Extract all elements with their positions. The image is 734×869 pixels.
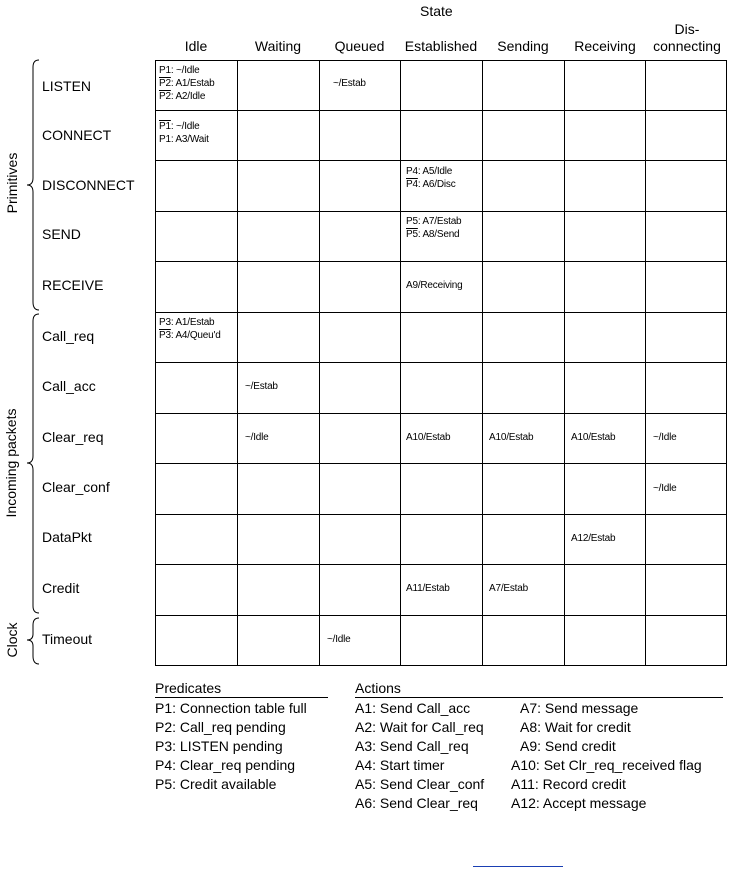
negated-predicate: P2 [159, 78, 171, 89]
column-header-disconnecting-line1: Dis- [674, 21, 700, 37]
row-header-timeout: Timeout [42, 631, 93, 647]
row-header-call-acc: Call_acc [42, 378, 96, 394]
cell-line: A10/Estab [489, 432, 534, 443]
cell-line: P3: A4/Queu'd [159, 330, 221, 341]
cell-line: P5: A8/Send [406, 229, 460, 240]
cell-connect-idle [159, 120, 209, 146]
incoming-packets-brace [27, 314, 39, 613]
cell-line: P5: A7/Estab [406, 216, 462, 227]
cell-disconnect-established [406, 165, 456, 191]
action-item: A8: Wait for credit [520, 719, 631, 735]
cell-line: P1: A3/Wait [159, 134, 209, 145]
action-item: A10: Set Clr_req_received flag [511, 757, 702, 773]
cell-line: P3: A1/Estab [159, 317, 215, 328]
cell-line: A11/Estab [406, 583, 450, 594]
cell-line: ~/Idle [245, 432, 269, 443]
row-header-clear-req: Clear_req [42, 429, 104, 445]
row-header-connect: CONNECT [42, 127, 112, 143]
negated-predicate: P1 [159, 121, 171, 132]
cell-clearreq-established [406, 431, 450, 444]
cell-line: P1: ~/Idle [159, 65, 200, 76]
action-item: A2: Wait for Call_req [355, 719, 484, 735]
cell-receive-established [406, 279, 463, 292]
action-item: A12: Accept message [511, 795, 647, 811]
cell-line: ~/Estab [245, 381, 278, 392]
cell-line: ~/Idle [653, 483, 677, 494]
action-item: A11: Record credit [511, 776, 626, 792]
row-header-call-req: Call_req [42, 328, 95, 344]
cell-clearreq-receiving [571, 431, 615, 444]
action-item: A5: Send Clear_conf [355, 776, 485, 792]
cell-line: A10/Estab [406, 432, 451, 443]
row-header-receive: RECEIVE [42, 277, 104, 293]
state-axis-title: State [420, 3, 453, 19]
cell-line: P4: A5/Idle [406, 166, 453, 177]
action-item: A6: Send Clear_req [355, 795, 478, 811]
group-label-incoming-packets: Incoming packets [3, 408, 19, 518]
cell-line: ~/Idle [653, 432, 677, 443]
action-item: A3: Send Call_req [355, 738, 469, 754]
row-header-listen: LISTEN [42, 78, 92, 94]
actions-title: Actions [355, 680, 401, 696]
cell-line: A7/Estab [489, 583, 528, 594]
cell-timeout-queued [327, 633, 351, 646]
negated-predicate: P3 [159, 330, 171, 341]
cell-line: P2: A1/Estab [159, 78, 215, 89]
row-header-disconnect: DISCONNECT [42, 177, 135, 193]
action-item: A9: Send credit [520, 738, 616, 754]
cell-clearreq-waiting [245, 431, 269, 444]
row-header-credit: Credit [42, 580, 80, 596]
group-label-primitives: Primitives [4, 152, 20, 214]
cell-line: A12/Estab [571, 533, 616, 544]
cell-callreq-idle [159, 316, 221, 342]
column-header-waiting: Waiting [254, 38, 302, 54]
link-underline[interactable] [473, 866, 563, 867]
cell-credit-sending [489, 582, 528, 595]
cell-line: ~/Idle [327, 634, 351, 645]
cell-line: P4: A6/Disc [406, 179, 456, 190]
predicate-item: P2: Call_req pending [155, 719, 286, 735]
predicate-item: P4: Clear_req pending [155, 757, 296, 773]
cell-line: A9/Receiving [406, 280, 463, 291]
negated-predicate: P5 [406, 229, 418, 240]
action-item: A1: Send Call_acc [355, 700, 471, 716]
group-label-clock: Clock [4, 622, 20, 658]
cell-clearreq-sending [489, 431, 533, 444]
cell-listen-idle [159, 64, 214, 103]
row-header-send: SEND [42, 226, 81, 242]
column-header-sending: Sending [497, 38, 549, 54]
predicate-item: P1: Connection table full [155, 700, 307, 716]
column-header-established: Established [404, 38, 478, 54]
column-header-receiving: Receiving [574, 38, 636, 54]
cell-send-established [406, 215, 461, 241]
cell-line: P1: ~/Idle [159, 121, 200, 132]
cell-clearreq-disconnecting [653, 431, 677, 444]
action-item: A4: Start timer [355, 757, 445, 773]
clock-brace [27, 618, 39, 664]
negated-predicate: P4 [406, 179, 418, 190]
row-header-datapkt: DataPkt [42, 529, 92, 545]
column-header-queued: Queued [334, 38, 385, 54]
primitives-brace [27, 60, 39, 310]
predicate-item: P5: Credit available [155, 776, 277, 792]
cell-line: A10/Estab [571, 432, 616, 443]
predicate-item: P3: LISTEN pending [155, 738, 283, 754]
cell-line: P2: A2/Idle [159, 91, 206, 102]
negated-predicate: P2 [159, 91, 171, 102]
predicates-title: Predicates [155, 680, 222, 696]
cell-callacc-waiting [245, 380, 278, 393]
actions-rule [355, 697, 723, 698]
action-item: A7: Send message [520, 700, 639, 716]
cell-clearconf-disconnecting [653, 482, 677, 495]
predicates-rule [155, 697, 328, 698]
cell-datapkt-receiving [571, 532, 615, 545]
column-header-disconnecting-line2: connecting [653, 38, 721, 54]
row-header-clear-conf: Clear_conf [42, 479, 110, 495]
cell-credit-established [406, 582, 450, 595]
cell-line: ~/Estab [333, 78, 366, 89]
column-header-idle: Idle [184, 38, 208, 54]
cell-listen-queued [333, 77, 366, 90]
